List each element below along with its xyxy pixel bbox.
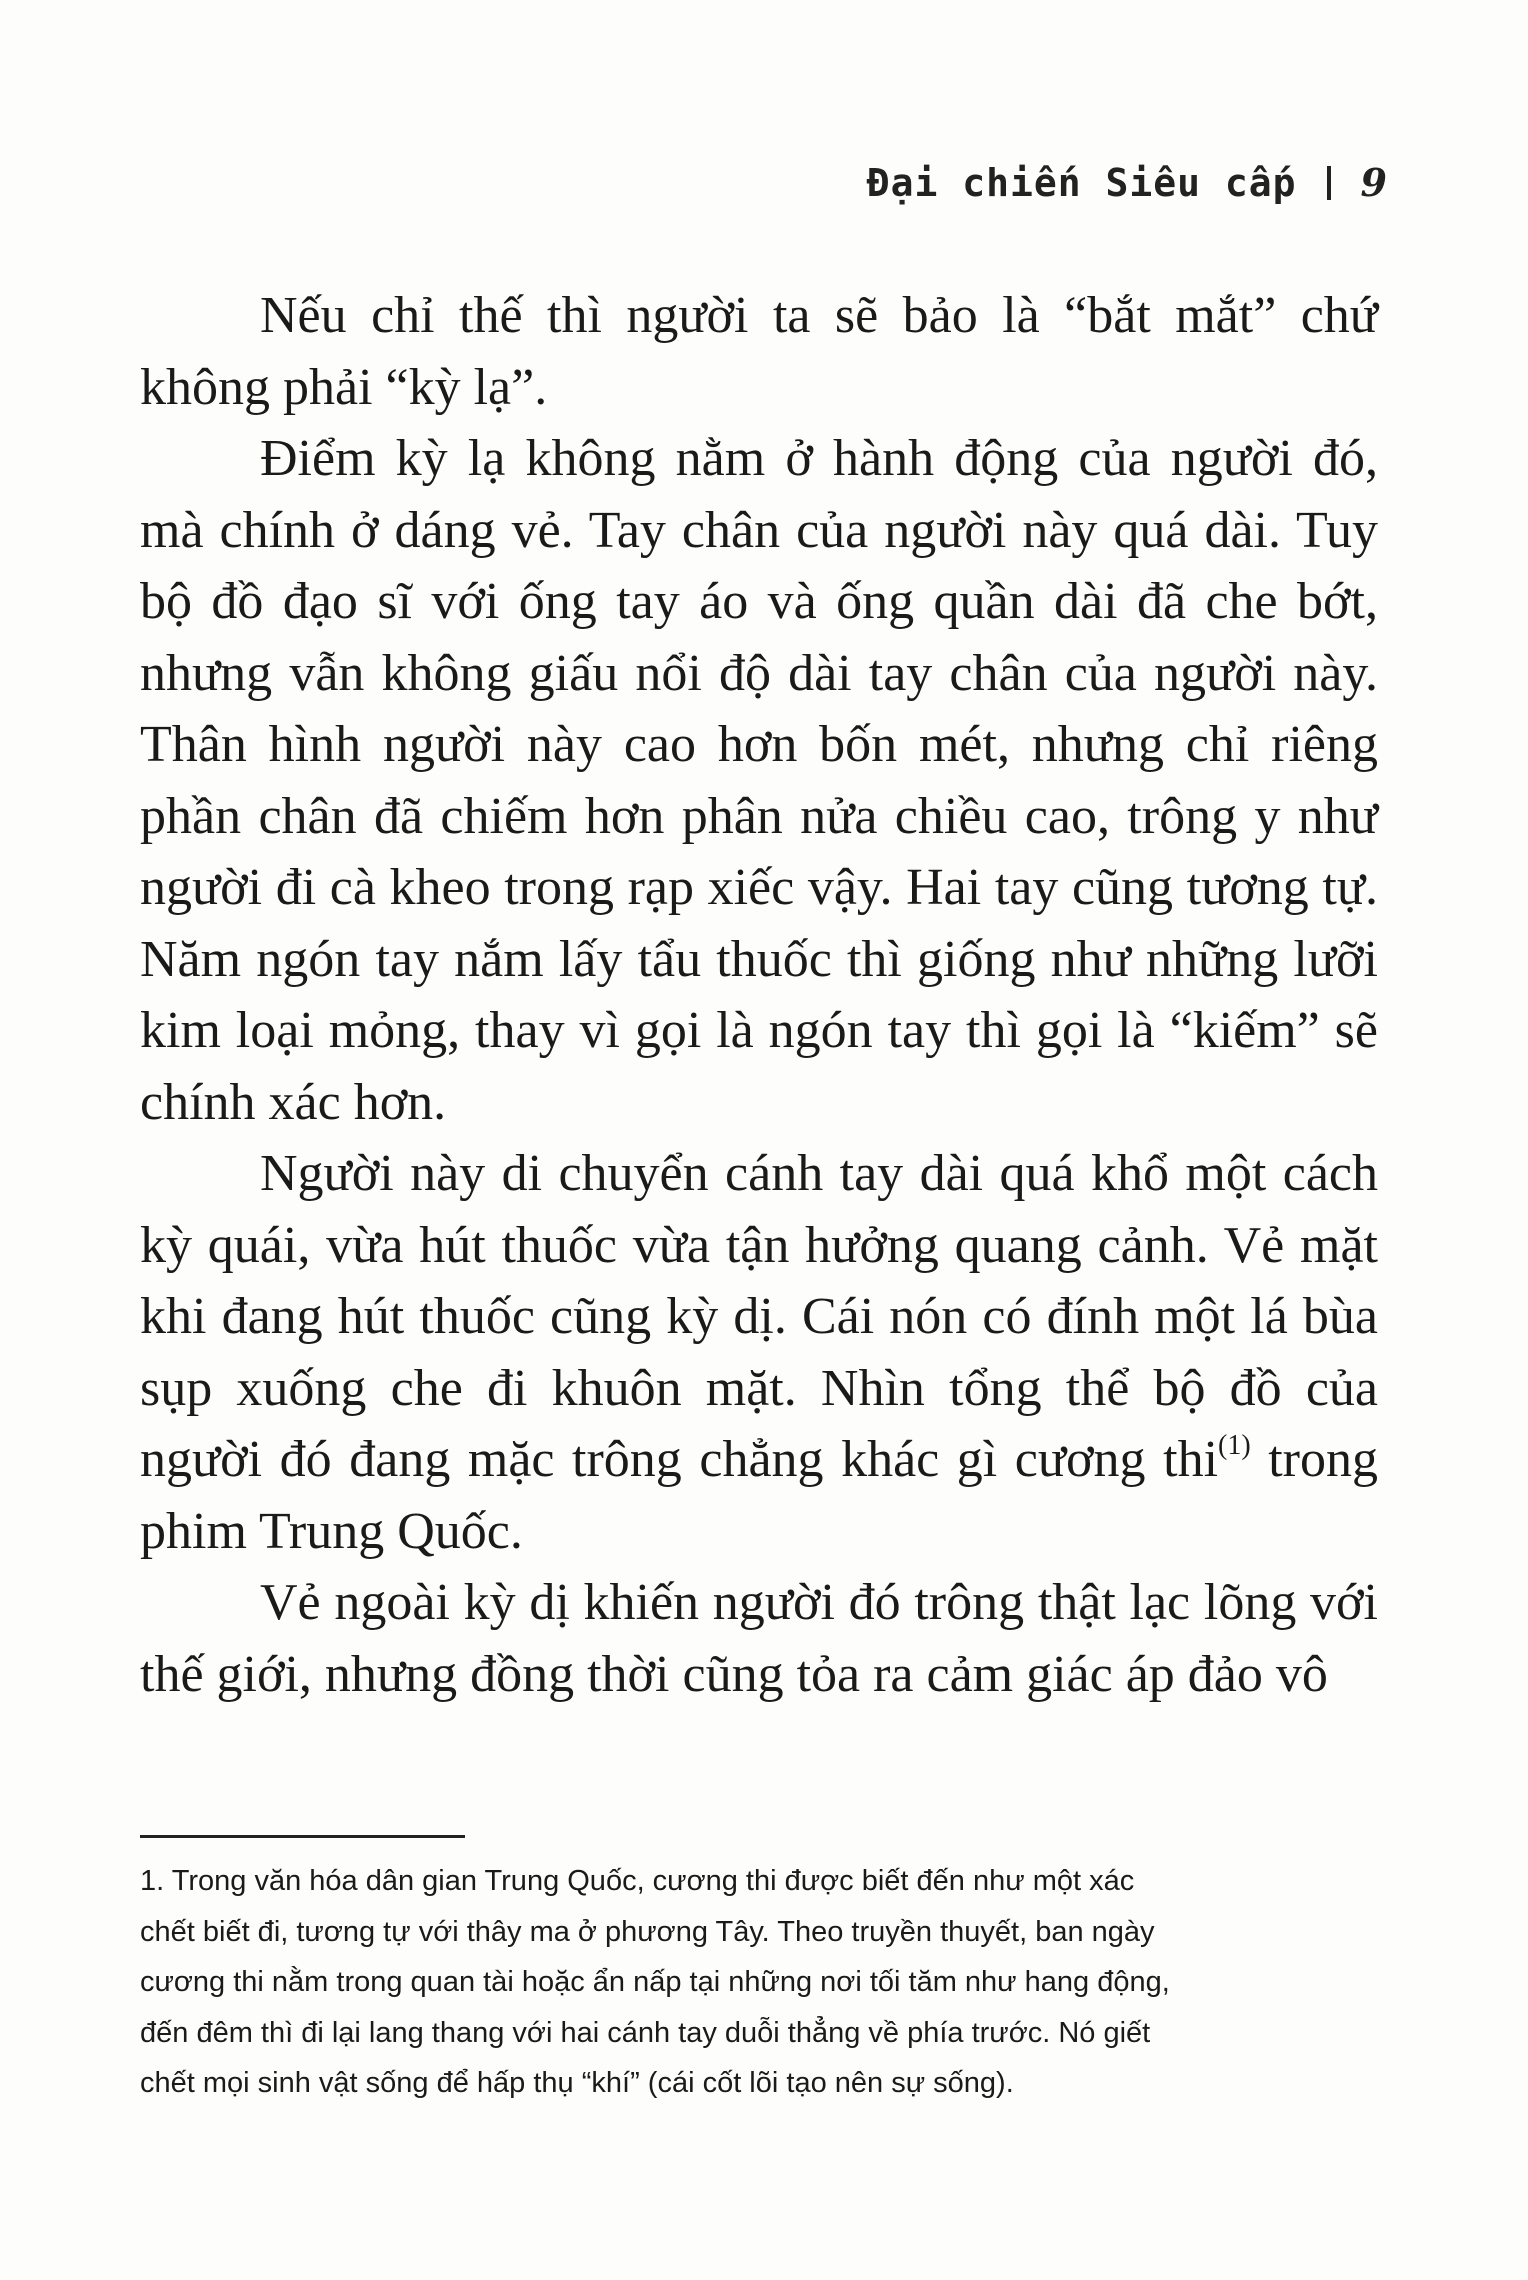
paragraph-1: Nếu chỉ thế thì người ta sẽ bảo là “bắt mắt” chứ không phải “kỳ lạ”.: [140, 287, 1378, 416]
page-number: 9: [1360, 160, 1388, 205]
paragraph-4: Vẻ ngoài kỳ dị khiến người đó trông thật lạc lõng với thế giới, nhưng đồng thời cũng tỏa ra cảm giác áp đảo vô: [140, 1574, 1378, 1703]
header-separator: [1327, 166, 1331, 200]
paragraph-3-text-end: trong phim Trung Quốc.: [140, 1431, 1378, 1560]
paragraph-3-text: Người này di chuyển cánh tay dài quá khổ một cách kỳ quái, vừa hút thuốc vừa tận hưởng quang cảnh. Vẻ mặt khi đang hút thuốc cũng kỳ dị. Cái nón có đính một lá bùa sụp xuống che đi khuôn mặt. Nhìn tổng thể bộ đồ của người đó đang mặc trông chẳng khác gì cương thi: [140, 1145, 1378, 1488]
paragraph-2: Điểm kỳ lạ không nằm ở hành động của người đó, mà chính ở dáng vẻ. Tay chân của người này quá dài. Tuy bộ đồ đạo sĩ với ống tay áo và ống quần dài đã che bớt, nhưng vẫn không giấu nổi độ dài tay chân của người này. Thân hình người này cao hơn bốn mét, nhưng chỉ riêng phần chân đã chiếm hơn phân nửa chiều cao, trông y như người đi cà kheo trong rạp xiếc vậy. Hai tay cũng tương tự. Năm ngón tay nắm lấy tẩu thuốc thì giống như những lưỡi kim loại mỏng, thay vì gọi là ngón tay thì gọi là “kiếm” sẽ chính xác hơn.: [140, 430, 1378, 1131]
footnote-line-1: 1. Trong văn hóa dân gian Trung Quốc, cương thi được biết đến như một xác: [140, 1865, 1135, 1897]
footnote: [140, 1856, 1378, 2109]
paragraph-3: [140, 1138, 1378, 1567]
footnote-line-5: chết mọi sinh vật sống để hấp thụ “khí” (cái cốt lõi tạo nên sự sống).: [140, 2067, 1014, 2099]
running-header: [867, 160, 1388, 205]
footnote-divider: [140, 1835, 465, 1838]
header-title: Đại chiến Siêu cấp: [866, 161, 1297, 205]
footnote-line-2: chết biết đi, tương tự với thây ma ở phương Tây. Theo truyền thuyết, ban ngày: [140, 1915, 1155, 1948]
footnote-reference: (1): [1218, 1429, 1251, 1461]
body-text: [140, 280, 1378, 1710]
footnote-line-4: đến đêm thì đi lại lang thang với hai cánh tay duỗi thẳng về phía trước. Nó giết: [140, 2016, 1151, 2049]
footnote-line-3: cương thi nằm trong quan tài hoặc ẩn nấp tại những nơi tối tăm như hang động,: [140, 1966, 1170, 1998]
